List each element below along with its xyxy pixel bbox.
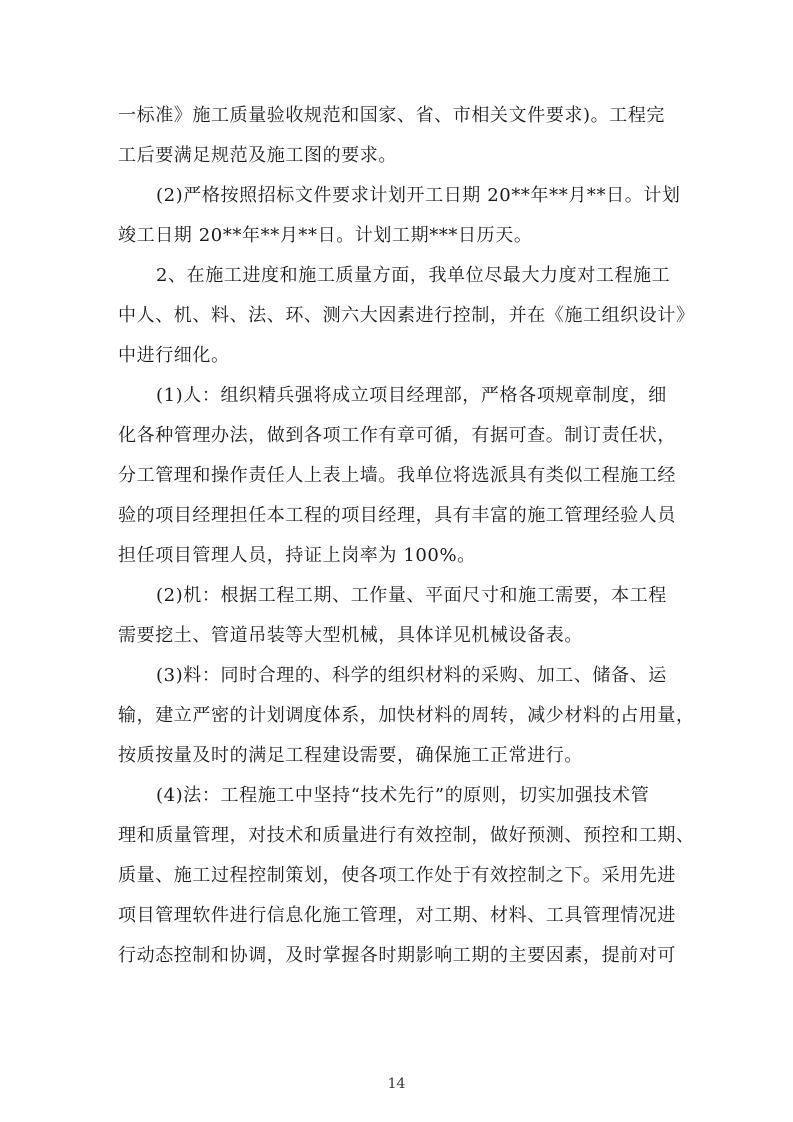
text-line: 验的项目经理担任本工程的项目经理，具有丰富的施工管理经验人员	[118, 505, 676, 526]
text-line: 竣工日期 20**年**月**日。计划工期***日历天。	[118, 225, 533, 246]
text-line: 行动态控制和协调，及时掌握各时期影响工期的主要因素，提前对可	[118, 945, 676, 966]
text-line: 质量、施工过程控制策划，使各项工作处于有效控制之下。采用先进	[118, 865, 676, 886]
text-line: 担任项目管理人员，持证上岗率为 100%。	[118, 545, 476, 566]
text-line: 理和质量管理，对技术和质量进行有效控制，做好预测、预控和工期、	[118, 825, 695, 846]
text-line: (2)机：根据工程工期、工作量、平面尺寸和施工需要，本工程	[156, 585, 667, 606]
text-line: 中人、机、料、法、环、测六大因素进行控制，并在《施工组织设计》	[118, 305, 695, 326]
body-text	[118, 96, 695, 976]
page-number: 14	[387, 1076, 406, 1092]
text-line: (1)人：组织精兵强将成立项目经理部，严格各项规章制度，细	[156, 385, 667, 406]
text-line: 一标准》施工质量验收规范和国家、省、市相关文件要求)。工程完	[118, 105, 666, 126]
text-line: (4)法：工程施工中坚持“技术先行”的原则，切实加强技术管	[156, 785, 650, 806]
text-line: 工后要满足规范及施工图的要求。	[118, 145, 397, 166]
text-line: 需要挖土、管道吊装等大型机械，具体详见机械设备表。	[118, 625, 583, 646]
text-line: (3)料：同时合理的、科学的组织材料的采购、加工、储备、运	[156, 665, 667, 686]
text-line: 项目管理软件进行信息化施工管理，对工期、材料、工具管理情况进	[118, 905, 676, 926]
text-line: 分工管理和操作责任人上表上墙。我单位将选派具有类似工程施工经	[118, 465, 676, 486]
text-line: 化各种管理办法，做到各项工作有章可循，有据可查。制订责任状，	[118, 425, 676, 446]
text-line: 中进行细化。	[118, 345, 230, 366]
text-line: 2、在施工进度和施工质量方面，我单位尽最大力度对工程施工	[156, 265, 671, 286]
text-line: 按质按量及时的满足工程建设需要，确保施工正常进行。	[118, 745, 583, 766]
text-line: (2)严格按照招标文件要求计划开工日期 20**年**月**日。计划	[156, 185, 681, 206]
text-line: 输，建立严密的计划调度体系，加快材料的周转，减少材料的占用量，	[118, 705, 695, 726]
